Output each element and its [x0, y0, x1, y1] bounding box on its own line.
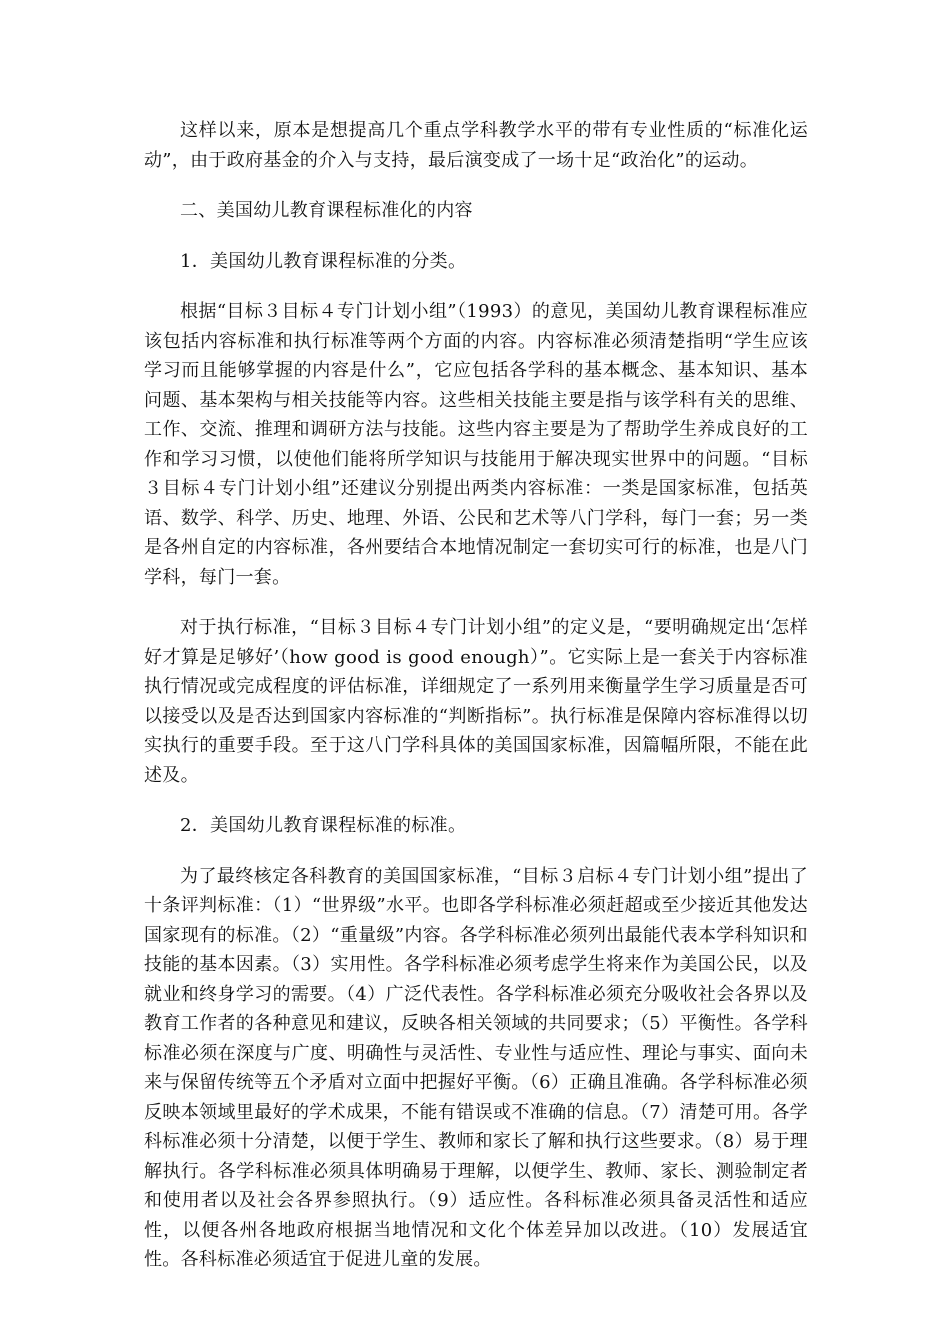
subsection-heading-1: 1．美国幼儿教育课程标准的分类。: [180, 250, 467, 272]
document-body: [144, 116, 808, 1296]
section-heading: 二、美国幼儿教育课程标准化的内容: [180, 200, 473, 221]
paragraph-evaluation-criteria: 为了最终核定各科教育的美国国家标准，“目标３启标４专门计划小组”提出了十条评判标准：（1）“世界级”水平。也即各学科标准必须赶超或至少接近其他发达国家现有的标准。（2）“重量级”内容。各学科标准必须列出最能代表本学科知识和技能的基本因素。（3）实用性。各学科标准必须考虑学生将来作为美国公民，以及就业和终身学习的需要。（4）广泛代表性。各学科标准必须充分吸收社会各界以及教育工作者的各种意见和建议，反映各相关领域的共同要求；（5）平衡性。各学科标准必须在深度与广度、明确性与灵活性、专业性与适应性、理论与事实、面向未来与保留传统等五个矛盾对立面中把握好平衡。（6）正确且准确。各学科标准必须反映本领域里最好的学术成果，不能有错误或不准确的信息。（7）清楚可用。各学科标准必须十分清楚，以便于学生、教师和家长了解和执行这些要求。（8）易于理解执行。各学科标准必须具体明确易于理解，以便学生、教师、家长、测验制定者和使用者以及社会各界参照执行。（9）适应性。各科标准必须具备灵活性和适应性，以便各州各地政府根据当地情况和文化个体差异加以改进。（10）发展适宜性。各科标准必须适宜于促进儿童的发展。: [144, 865, 808, 1270]
paragraph-performance-standards: 对于执行标准，“目标３目标４专门计划小组”的定义是，“要明确规定出‘怎样好才算是足够好’（how good is good enough）”。它实际上是一套关于内容标准执行情况或完成程度的评估标准，详细规定了一系列用来衡量学生学习质量是否可以接受以及是否达到国家内容标准的“判断指标”。执行标准是保障内容标准得以切实执行的重要手段。至于这八门学科具体的美国国家标准，因篇幅所限，不能在此述及。: [144, 617, 808, 786]
paragraph-intro: 这样以来，原本是想提高几个重点学科教学水平的带有专业性质的“标准化运动”，由于政府基金的介入与支持，最后演变成了一场十足“政治化”的运动。: [144, 120, 808, 171]
paragraph-content-standards: 根据“目标３目标４专门计划小组”（1993）的意见，美国幼儿教育课程标准应该包括内容标准和执行标准等两个方面的内容。内容标准必须清楚指明“学生应该学习而且能够掌握的内容是什么”，它应包括各学科的基本概念、基本知识、基本问题、基本架构与相关技能等内容。这些相关技能主要是指与该学科有关的思维、工作、交流、推理和调研方法与技能。这些内容主要是为了帮助学生养成良好的工作和学习习惯，以使他们能将所学知识与技能用于解决现实世界中的问题。“目标３目标４专门计划小组”还建议分别提出两类内容标准：一类是国家标准，包括英语、数学、科学、历史、地理、外语、公民和艺术等八门学科，每门一套；另一类是各州自定的内容标准，各州要结合本地情况制定一套切实可行的标准，也是八门学科，每门一套。: [144, 301, 808, 588]
subsection-heading-2: 2．美国幼儿教育课程标准的标准。: [180, 815, 467, 836]
